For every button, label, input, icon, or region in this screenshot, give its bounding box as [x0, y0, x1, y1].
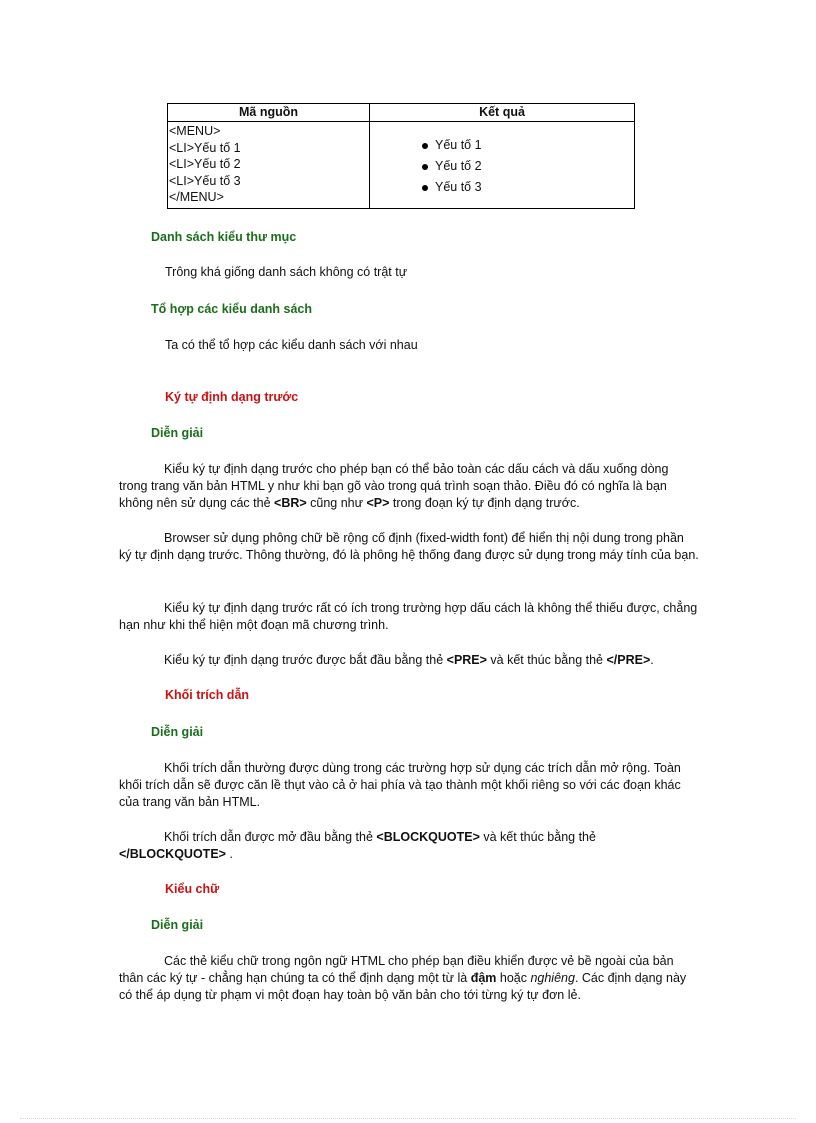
header-source-code: Mã nguồn: [168, 104, 370, 122]
tag-pre: <PRE>: [446, 653, 487, 667]
italic-word: nghiêng: [530, 971, 575, 985]
tag-blockquote: <BLOCKQUOTE>: [376, 830, 480, 844]
code-line: <MENU>: [169, 124, 221, 138]
tag-pre-close: </PRE>: [606, 653, 651, 667]
table-header-row: [168, 104, 635, 122]
source-code-cell: [168, 122, 370, 209]
preformatted-paragraph-2: Browser sử dụng phông chữ bề rộng cố định (fixed-width font) để hiển thị nội dung trong phần ký tự định dạng trước. Thông thường, đó là phông hệ thống đang được sử dụng trong máy tính của bạn.: [119, 531, 699, 562]
list-item: [422, 156, 634, 177]
list-item-label: Yếu tố 2: [435, 159, 482, 173]
header-result: Kết quả: [370, 104, 635, 122]
code-line: <LI>Yếu tố 1: [169, 140, 241, 155]
blockquote-paragraph-1: Khối trích dẫn thường được dùng trong các trường hợp sử dụng các trích dẫn mở rộng. Toàn khối trích dẫn sẽ được căn lề thụt vào cả ở hai phía và tạo thành một khối riêng so với các đoạn khác của trang văn bản HTML.: [119, 761, 681, 809]
heading-explanation-preformatted: Diễn giải: [151, 426, 204, 440]
font-style-paragraph-1: Các thẻ kiểu chữ trong ngôn ngữ HTML cho phép bạn điều khiển được vẻ bề ngoài của bản thân các ký tự - chẳng hạn chúng ta có thể định dạng một từ là đậm hoặc nghiêng. Các định dạng này có thể áp dụng từ phạm vi một đoạn hay toàn bộ văn bản cho tới từng ký tự đơn lẻ.: [119, 954, 687, 1002]
list-item: [422, 135, 634, 156]
page-bottom-divider: [20, 1118, 796, 1119]
tag-blockquote-close: </BLOCKQUOTE>: [119, 847, 226, 861]
code-line: <LI>Yếu tố 3: [169, 173, 241, 188]
directory-list-text: Trông khá giống danh sách không có trật tự: [165, 265, 408, 279]
list-item-label: Yếu tố 3: [435, 180, 482, 194]
preformatted-paragraph-4: Kiểu ký tự định dạng trước được bắt đầu bằng thẻ <PRE> và kết thúc bằng thẻ </PRE>.: [164, 653, 654, 667]
preformatted-paragraph-3: Kiểu ký tự định dạng trước rất có ích trong trường hợp dấu cách là không thể thiếu được, chẳng hạn như khi thể hiện một đoạn mã chương trình.: [119, 601, 698, 632]
result-list: [422, 135, 634, 198]
heading-preformatted: Ký tự định dạng trước: [165, 390, 299, 404]
bullet-icon: [422, 143, 428, 149]
result-cell: [370, 122, 635, 209]
tag-br: <BR>: [274, 496, 307, 510]
combined-lists-text: Ta có thể tổ hợp các kiểu danh sách với nhau: [165, 338, 418, 352]
tag-p: <P>: [366, 496, 390, 510]
heading-font-style: Kiểu chữ: [165, 882, 220, 896]
heading-combined-lists: Tổ hợp các kiểu danh sách: [151, 302, 313, 316]
bullet-icon: [422, 185, 428, 191]
heading-blockquote: Khối trích dẫn: [165, 688, 250, 702]
list-item-label: Yếu tố 1: [435, 138, 482, 152]
code-line: <LI>Yếu tố 2: [169, 157, 241, 171]
bold-word: đậm: [470, 971, 497, 985]
list-item: [422, 177, 634, 198]
bullet-icon: [422, 164, 428, 170]
blockquote-paragraph-2: Khối trích dẫn được mở đầu bằng thẻ <BLOCKQUOTE> và kết thúc bằng thẻ </BLOCKQUOTE> .: [119, 830, 596, 861]
preformatted-paragraph-1: Kiểu ký tự định dạng trước cho phép bạn có thể bảo toàn các dấu cách và dấu xuống dòng trong trang văn bản HTML y như khi bạn gõ vào trong quá trình soạn thảo. Điều đó có nghĩa là bạn không nên sử dụng các thẻ <BR> cũng như <P> trong đoạn ký tự định dạng trước.: [119, 462, 669, 510]
code-line: </MENU>: [169, 190, 224, 204]
comparison-table: [167, 103, 635, 209]
heading-explanation-blockquote: Diễn giải: [151, 725, 204, 739]
table-row: [168, 122, 635, 209]
heading-explanation-font-style: Diễn giải: [151, 918, 204, 932]
heading-directory-list: Danh sách kiểu thư mục: [151, 230, 297, 244]
